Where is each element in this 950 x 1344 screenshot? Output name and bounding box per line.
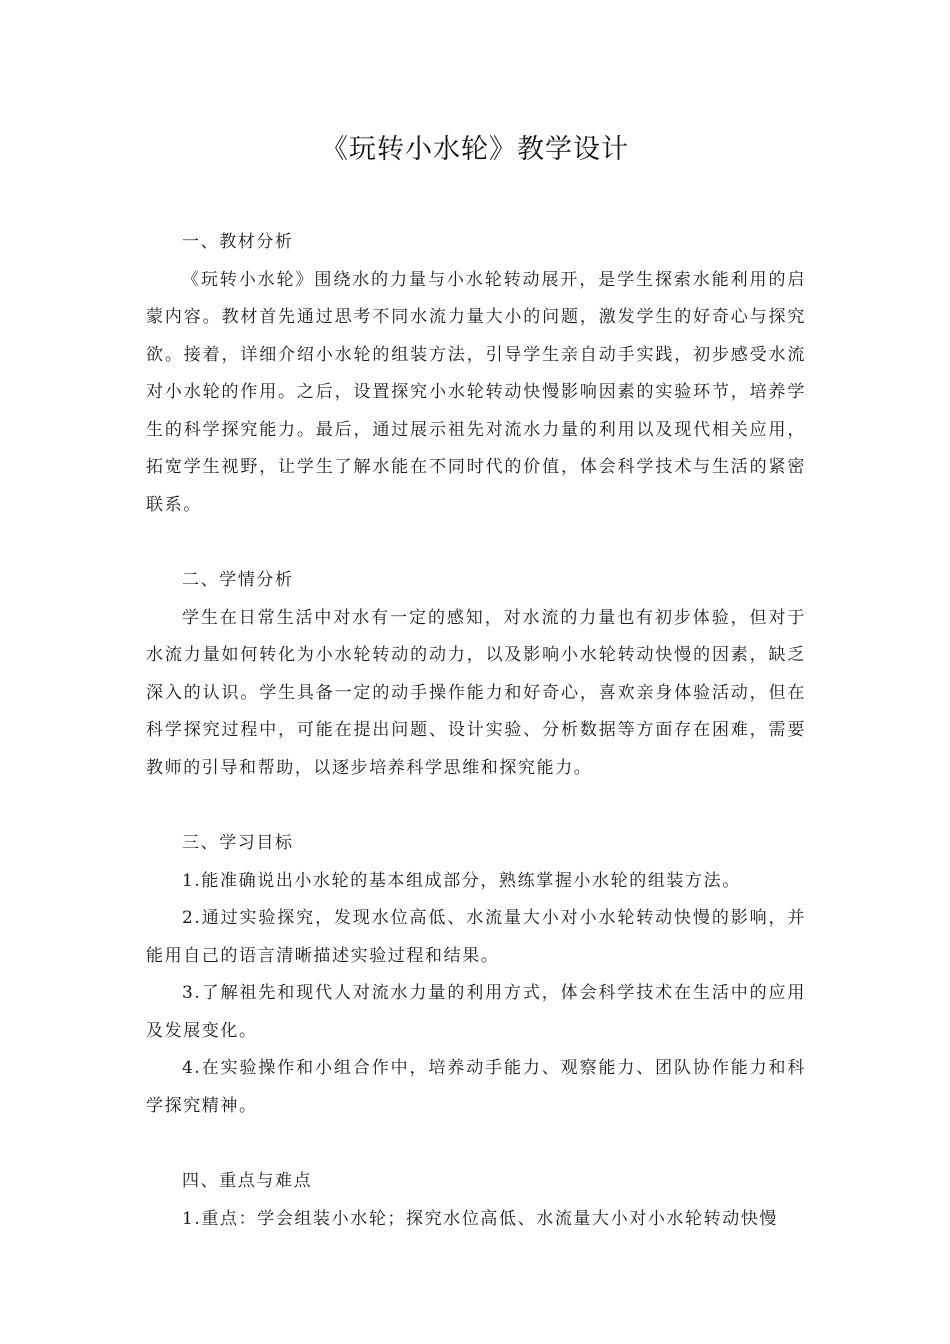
section-heading: 一、教材分析 — [182, 232, 294, 252]
document-body — [146, 224, 806, 1238]
objective-item: 4.在实验操作和小组合作中，培养动手能力、观察能力、团队协作能力和科学探究精神。 — [146, 1058, 806, 1116]
section-textbook-analysis — [146, 224, 806, 524]
objective-item: 2.通过实验探究，发现水位高低、水流量大小对小水轮转动快慢的影响，并能用自己的语言清晰描述实验过程和结果。 — [146, 908, 806, 966]
body-paragraph: 《玩转小水轮》围绕水的力量与小水轮转动展开，是学生探索水能利用的启蒙内容。教材首先通过思考不同水流力量大小的问题，激发学生的好奇心与探究欲。接着，详细介绍小水轮的组装方法，引导学生亲自动手实践，初步感受水流对小水轮的作用。之后，设置探究小水轮转动快慢影响因素的实验环节，培养学生的科学探究能力。最后，通过展示祖先对流水力量的利用以及现代相关应用，拓宽学生视野，让学生了解水能在不同时代的价值，体会科学技术与生活的紧密联系。 — [146, 269, 806, 515]
section-heading: 四、重点与难点 — [182, 1171, 313, 1191]
section-learning-objectives — [146, 825, 806, 1125]
body-paragraph: 学生在日常生活中对水有一定的感知，对水流的力量也有初步体验，但对于水流力量如何转化为小水轮转动的动力，以及影响小水轮转动快慢的因素，缺乏深入的认识。学生具备一定的动手操作能力和好奇心，喜欢亲身体验活动，但在科学探究过程中，可能在提出问题、设计实验、分析数据等方面存在困难，需要教师的引导和帮助，以逐步培养科学思维和探究能力。 — [146, 607, 806, 778]
key-point-item: 1.重点：学会组装小水轮；探究水位高低、水流量大小对小水轮转动快慢 — [182, 1208, 779, 1229]
section-heading: 二、学情分析 — [182, 570, 294, 590]
section-key-points — [146, 1163, 806, 1238]
section-heading: 三、学习目标 — [182, 833, 294, 853]
section-learner-analysis — [146, 562, 806, 787]
objective-item: 1.能准确说出小水轮的基本组成部分，熟练掌握小水轮的组装方法。 — [182, 870, 741, 891]
objective-item: 3.了解祖先和现代人对流水力量的利用方式，体会科学技术在生活中的应用及发展变化。 — [146, 983, 806, 1041]
document-title: 《玩转小水轮》教学设计 — [321, 134, 629, 165]
